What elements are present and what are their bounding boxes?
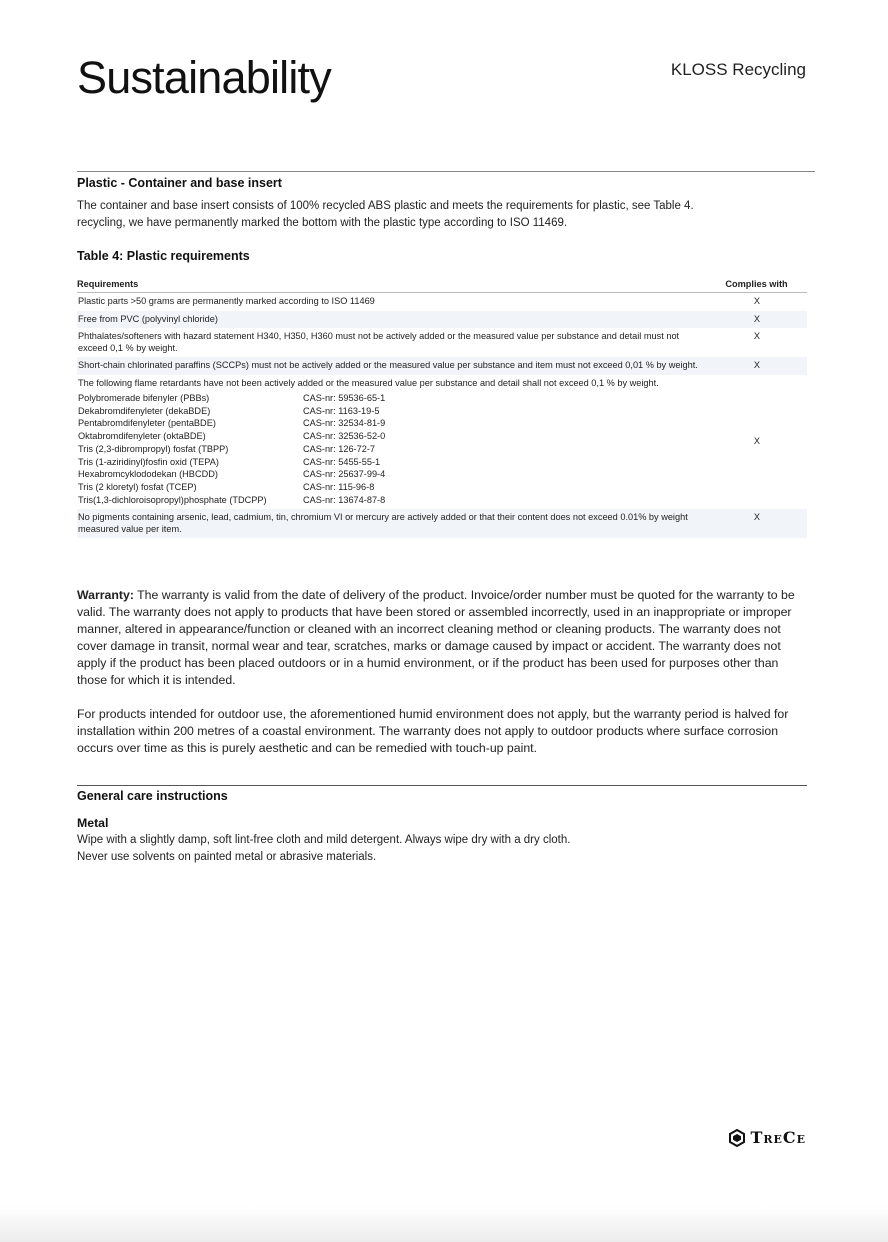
table-row	[77, 375, 807, 510]
requirement-text: Free from PVC (polyvinyl chloride)	[78, 313, 218, 324]
metal-care-line-1: Wipe with a slightly damp, soft lint-free cloth and mild detergent. Always wipe dry with a dry cloth.	[77, 834, 571, 846]
plastic-text-line-2: recycling, we have permanently marked the bottom with the plastic type according to ISO 11469.	[77, 217, 568, 229]
table-header-row	[77, 277, 807, 293]
table-row	[77, 328, 807, 357]
plastic-section-heading: Plastic - Container and base insert	[77, 176, 282, 190]
column-header-requirements: Requirements	[77, 277, 706, 293]
section-divider	[77, 171, 815, 172]
substance-name: Tris (1-aziridinyl)fosfin oxid (TEPA)	[78, 456, 219, 467]
cas-number: CAS-nr: 59536-65-1	[303, 393, 386, 403]
metal-care-text	[77, 832, 807, 866]
complies-mark: X	[706, 357, 807, 375]
warranty-text: The warranty is valid from the date of delivery of the product. Invoice/order number must be quoted for the warranty to be valid. The warranty does not apply to products that have been stored or assembled incorrectly, used in an inappropriate or improper manner, altered in appearance/function or cleaned with an incorrect cleaning method or cleaning products. The warranty does not cover damage in transit, normal wear and tear, scratches, marks or damage caused by impact or accident. The warranty does not apply if the product has been placed outdoors or in a humid environment, or if the product has been used for purposes other than those for which it is intended.	[77, 588, 795, 687]
requirement-text: No pigments containing arsenic, lead, cadmium, tin, chromium VI or mercury are actively added or that their content does not exceed 0.01% by weight measured value per item.	[78, 512, 688, 534]
substance-name: Tris (2,3-dibrompropyl) fosfat (TBPP)	[78, 443, 229, 454]
table-row	[77, 509, 807, 538]
warranty-paragraph	[77, 587, 807, 689]
substance-name: Polybromerade bifenyler (PBBs)	[78, 393, 210, 403]
complies-mark: X	[753, 331, 761, 341]
cas-number: CAS-nr: 115-96-8	[303, 481, 375, 492]
trece-logo	[728, 1128, 806, 1147]
cas-number: CAS-nr: 5455-55-1	[303, 456, 381, 467]
logo-wordmark: TreCe	[750, 1128, 806, 1147]
section-divider	[77, 785, 807, 786]
cas-number: CAS-nr: 32536-52-0	[303, 431, 386, 442]
table-row	[77, 357, 807, 375]
plastic-text-line-1: The container and base insert consists of 100% recycled ABS plastic and meets the requirements for plastic, see Table 4.	[77, 200, 694, 212]
cas-number: CAS-nr: 1163-19-5	[303, 405, 380, 416]
requirement-text: Plastic parts >50 grams are permanently marked according to ISO 11469	[78, 296, 375, 306]
substance-name: Tris(1,3-dichloroisopropyl)phosphate (TDCPP)	[78, 494, 267, 505]
trece-logo-icon	[728, 1129, 746, 1147]
cas-number: CAS-nr: 126-72-7	[303, 443, 376, 454]
substance-name: Oktabromdifenyleter (oktaBDE)	[78, 431, 206, 442]
outdoor-warranty-paragraph: For products intended for outdoor use, the aforementioned humid environment does not apply, but the warranty period is halved for installation within 200 metres of a coastal environment. The warranty does not apply to outdoor products where surface corrosion occurs over time as this is purely aesthetic and can be remedied with touch-up paint.	[77, 707, 789, 755]
warranty-label: Warranty:	[77, 588, 134, 602]
substance-name: Dekabromdifenyleter (dekaBDE)	[78, 405, 211, 416]
flame-retardant-cas-numbers	[303, 392, 503, 506]
substance-name: Tris (2 kloretyl) fosfat (TCEP)	[78, 481, 197, 492]
cas-number: CAS-nr: 32534-81-9	[303, 418, 386, 429]
requirement-text: The following flame retardants have not been actively added or the measured value per substance and detail shall not exceed 0,1 % by weight.	[78, 377, 659, 388]
complies-mark: X	[753, 436, 761, 447]
page-bottom-shade	[0, 1206, 888, 1242]
table-caption: Table 4: Plastic requirements	[77, 249, 250, 263]
requirements-table	[77, 277, 807, 538]
column-header-complies: Complies with	[706, 277, 807, 293]
requirement-text: Phthalates/softeners with hazard statement H340, H350, H360 must not be actively added or the measured value per substance and detail must not exceed 0,1 % by weight.	[78, 331, 680, 353]
table-row	[77, 293, 807, 311]
complies-mark: X	[706, 311, 807, 329]
brand-name: KLOSS Recycling	[670, 60, 806, 79]
cas-number: CAS-nr: 13674-87-8	[303, 494, 386, 505]
substance-name: Pentabromdifenyleter (pentaBDE)	[78, 418, 216, 429]
page-title: Sustainability	[77, 52, 331, 103]
table-row	[77, 311, 807, 329]
complies-mark: X	[753, 296, 761, 306]
care-section-heading: General care instructions	[77, 789, 228, 803]
metal-heading: Metal	[77, 816, 109, 830]
flame-retardant-names	[78, 392, 303, 506]
complies-mark: X	[706, 509, 807, 538]
cas-number: CAS-nr: 25637-99-4	[303, 469, 386, 480]
flame-retardant-list	[78, 392, 706, 506]
requirement-text: Short-chain chlorinated paraffins (SCCPs) must not be actively added or the measured value per substance and item must not exceed 0,01 % by weight.	[78, 360, 698, 370]
substance-name: Hexabromcyklododekan (HBCDD)	[78, 469, 218, 480]
metal-care-line-2: Never use solvents on painted metal or abrasive materials.	[77, 851, 377, 863]
plastic-section-text	[77, 198, 807, 232]
